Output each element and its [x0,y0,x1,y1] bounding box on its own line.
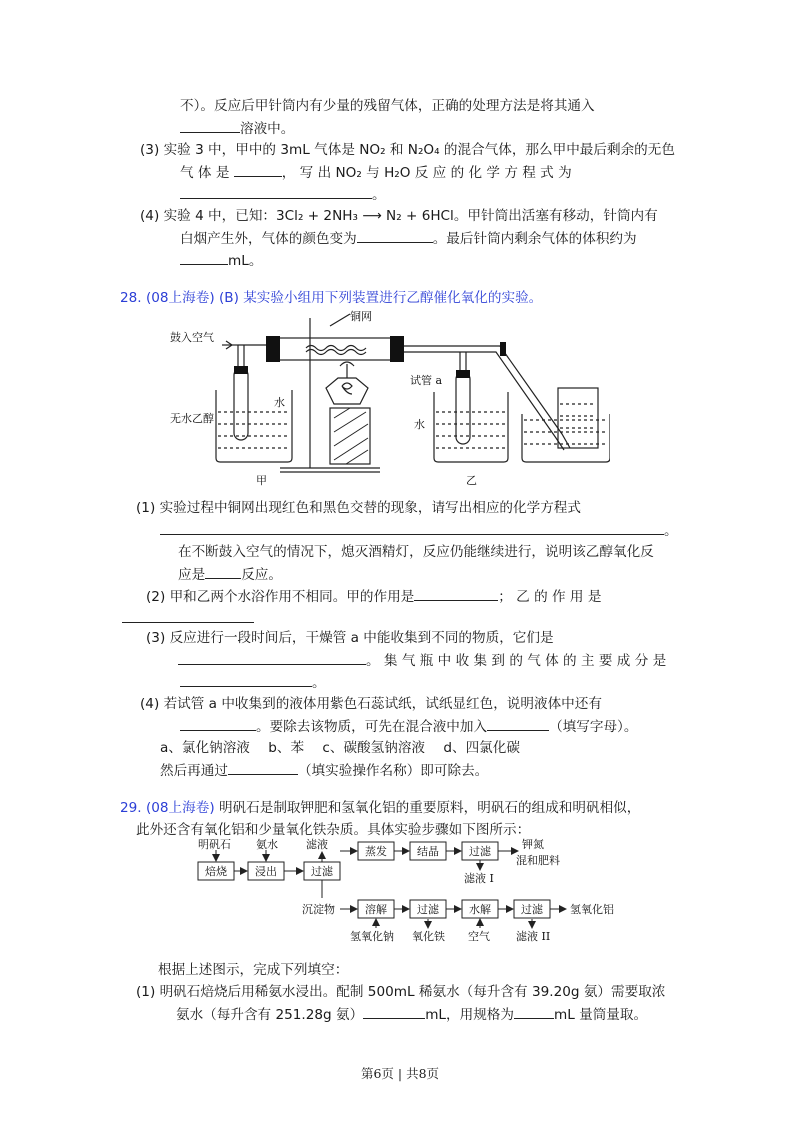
flow-jiadan: 钾氮 [522,838,544,851]
option-b: b、苯 [268,740,305,756]
q27-line-2: 溶液中。 [180,118,294,139]
page-footer: 第6页 | 共8页 [360,1066,440,1081]
q27-part-4: (4) 实验 4 中，已知：3Cl₂ + 2NH₃ ⟶ N₂ + 6HCl。甲针筒出活塞有移动，针筒内有 [140,208,658,224]
process-flowchart [186,838,616,946]
flow-qingyanghualv: 氢氧化铝 [570,903,614,916]
q28-line-4b: 。要除去该物质，可先在混合液中加入 （填写字母）。 [180,716,637,737]
option-a: a、氯化钠溶液 [160,740,250,756]
q28-part-3: (3) 反应进行一段时间后，干燥管 a 中能收集到不同的物质，它们是 [146,630,554,646]
copper-mesh-label: 铜网 [350,310,372,323]
flow-mingfanshi: 明矾石 [198,838,231,851]
option-c: c、碳酸氢钠溶液 [322,740,426,756]
q28-part-1: (1) 实验过程中铜网出现红色和黑色交替的现象，请写出相应的化学方程式 [136,500,581,516]
answer-blank[interactable] [487,716,549,731]
water-right-label: 水 [414,418,425,431]
flow-lvye: 滤液 [306,838,328,851]
q28-line-3b: 。 集 气 瓶 中 收 集 到 的 气 体 的 主 要 成 分 是 [178,650,666,671]
apparatus-diagram [170,308,610,486]
q28-options [160,738,520,758]
answer-blank[interactable] [180,118,240,133]
q29-header-2: 此外还含有氧化铝和少量氧化铁杂质。具体实验步骤如下图所示： [136,822,531,838]
q27-line-8: mL。 [180,250,262,271]
flow-zhengfa: 蒸发 [365,845,387,858]
q27-line-5: 。 [180,184,386,205]
answer-blank[interactable] [228,760,298,775]
air-inlet-label: 鼓入空气 [170,331,214,344]
option-d: d、四氯化碳 [443,740,520,756]
yi-label: 乙 [466,474,477,486]
answer-blank[interactable] [180,250,228,265]
flow-yanghuatie: 氧化铁 [412,930,445,943]
q28-line-3c: 。 [180,672,326,693]
flow-hunhefeiliao: 混和肥料 [516,854,560,867]
flow-kongqi: 空气 [468,930,490,943]
answer-blank[interactable] [357,228,433,243]
answer-blank[interactable] [160,520,664,535]
q28-line-2b [122,608,254,629]
answer-blank[interactable] [514,1004,554,1019]
flow-jiejing: 结晶 [417,845,439,858]
q28-part-2: (2) 甲和乙两个水浴作用不相同。甲的作用是 ； 乙 的 作 用 是 [146,586,601,607]
flow-guolv-3: 过滤 [417,903,439,916]
flow-rongjie: 溶解 [365,903,387,916]
q27-line-1: 不）。反应后甲针筒内有少量的残留气体，正确的处理方法是将其通入 [180,98,595,114]
q28-line-4c: 然后再通过 （填实验操作名称）即可除去。 [160,760,488,781]
answer-blank[interactable] [414,586,498,601]
q29-part-1: (1) 明矾石焙烧后用稀氨水浸出。配制 500mL 稀氨水（每升含有 39.20g 氨）需要取浓 [136,984,666,1000]
jia-label: 甲 [256,474,267,486]
flow-guolv-4: 过滤 [521,903,543,916]
flow-guolv-2: 过滤 [311,865,333,878]
flow-guolv-1: 过滤 [469,845,491,858]
q29-intro: 根据上述图示，完成下列填空： [158,962,349,978]
q27-part-3: (3) 实验 3 中，甲中的 3mL 气体是 NO₂ 和 N₂O₄ 的混合气体，那么甲中最后剩余的无色 [140,142,675,158]
ethanol-label: 无水乙醇 [170,412,214,425]
answer-blank[interactable] [363,1004,425,1019]
answer-blank[interactable] [205,564,241,579]
answer-blank[interactable] [180,716,256,731]
q28-line-1c: 在不断鼓入空气的情况下，熄灭酒精灯，反应仍能继续进行，说明该乙醇氧化反 [178,544,654,560]
q27-line-4: 气 体 是 ， 写 出 NO₂ 与 H₂O 反 应 的 化 学 方 程 式 为 [180,162,680,183]
flow-shuijie: 水解 [469,903,491,916]
q29-header: 29. (08上海卷) 明矾石是制取钾肥和氢氧化铝的重要原料，明矾石的组成和明矾相似， [120,800,641,816]
q29-line-1b: 氨水（每升含有 251.28g 氨） mL，用规格为 mL 量筒量取。 [176,1004,647,1025]
answer-blank[interactable] [180,184,372,199]
q28-line-1d: 应是 反应。 [178,564,282,585]
flow-anshui: 氨水 [256,838,278,851]
q28-header: 28. (08上海卷) (B) 某实验小组用下列装置进行乙醇催化氧化的实验。 [120,290,543,306]
flow-lvye2: 滤液 II [516,930,551,943]
answer-blank[interactable] [178,650,366,665]
answer-blank[interactable] [234,162,282,177]
flow-beishao: 焙烧 [205,865,227,878]
q27-line-7: 白烟产生外，气体的颜色变为 。最后针筒内剩余气体的体积约为 [180,228,637,249]
flow-jinchu: 浸出 [255,865,277,878]
answer-blank[interactable] [180,672,312,687]
flow-lvye1: 滤液 I [464,872,494,885]
q28-line-1b: 。 [160,520,678,541]
answer-blank[interactable] [122,608,254,623]
q28-part-4: (4) 若试管 a 中收集到的液体用紫色石蕊试纸，试纸显红色，说明液体中还有 [140,696,602,712]
flow-chendianwu: 沉淀物 [302,903,335,916]
water-left-label: 水 [274,396,285,409]
flow-qingyanghuana: 氢氧化钠 [350,930,394,943]
tube-a-label: 试管 a [410,374,443,387]
